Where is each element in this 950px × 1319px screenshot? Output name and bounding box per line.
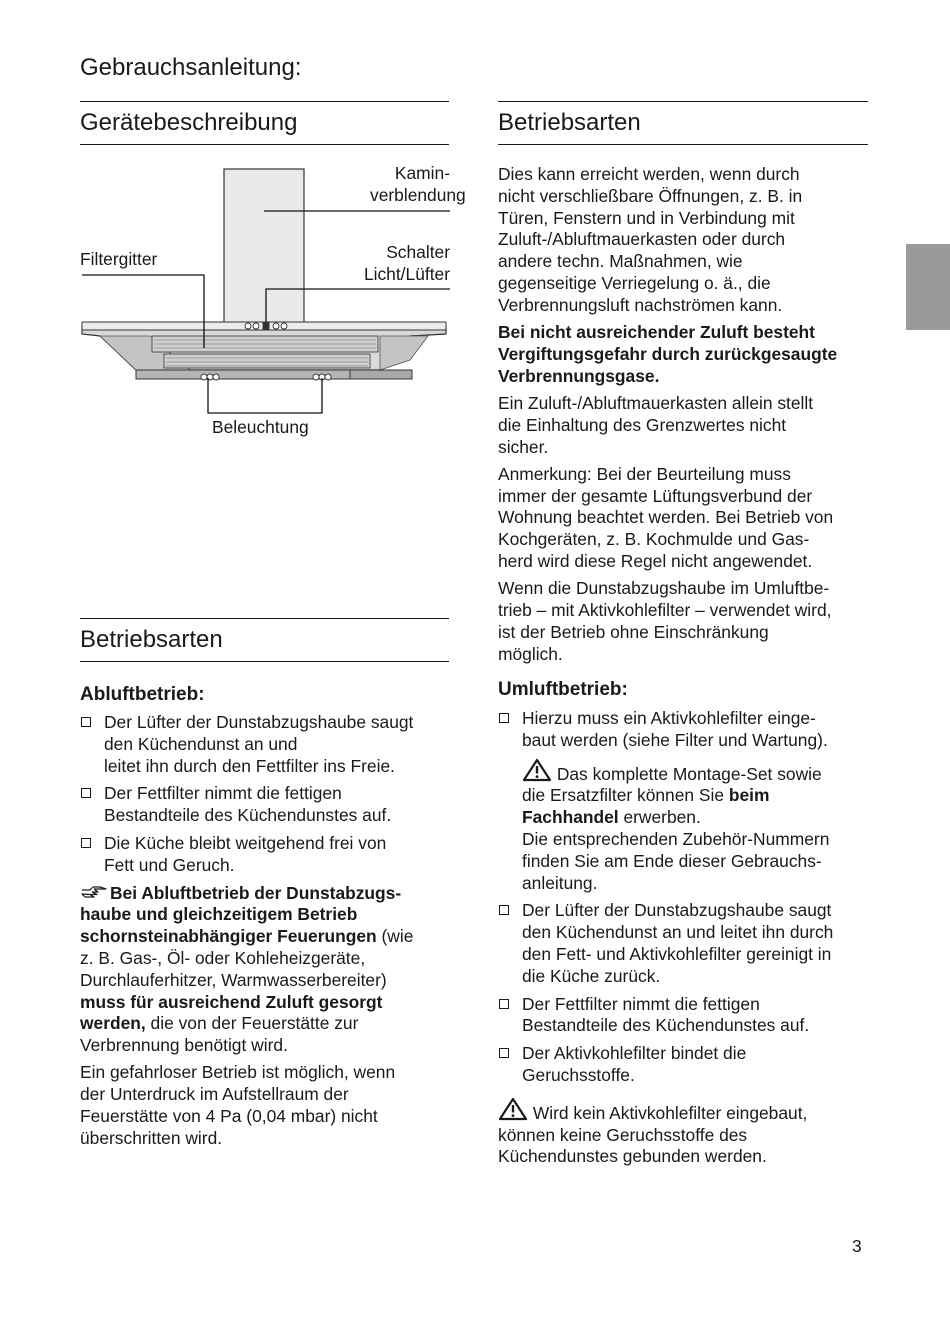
list-item: Der Aktivkohlefilter bindet die Geruchsstoffe.	[498, 1043, 870, 1087]
list-item: Der Fettfilter nimmt die fettigen Bestandteile des Küchendunstes auf.	[80, 783, 452, 827]
page-number: 3	[852, 1236, 862, 1256]
section-heading-geraetebeschreibung: Gerätebeschreibung	[80, 109, 298, 136]
body-paragraph: Dies kann erreicht werden, wenn durch nicht verschließbare Öffnungen, z. B. in Türen, Fenstern und in Verbindung mit Zuluft-/Abluftmauerkasten oder durch andere techn. Maßnahmen, wie gegenseitige Verriegelung o. ä., die Verbrennungsluft nachströmen kann.	[498, 164, 803, 315]
heading-rule-bottom	[498, 144, 868, 145]
body-paragraph: Ein Zuluft-/Abluftmauerkasten allein stellt die Einhaltung des Grenzwertes nicht sicher.	[498, 392, 814, 457]
checkbox-bullet-icon	[81, 788, 91, 798]
label-filtergitter: Filtergitter	[80, 249, 158, 269]
list-item: Hierzu muss ein Aktivkohlefilter einge- baut werden (siehe Filter und Wartung).	[498, 708, 870, 752]
pointing-hand-icon	[80, 885, 108, 899]
list-item: Der Lüfter der Dunstabzugshaube saugt den Küchendunst an und leitet ihn durch den Fett- und Aktivkohlefilter gereinigt in die Küche zurück.	[498, 900, 870, 987]
checkbox-bullet-icon	[499, 713, 509, 723]
list-item: Der Fettfilter nimmt die fettigen Bestandteile des Küchendunstes auf.	[498, 994, 870, 1038]
body-paragraph: Ein gefahrloser Betrieb ist möglich, wenn der Unterdruck im Aufstellraum der Feuerstätte von 4 Pa (0,04 mbar) nicht überschritten wird.	[80, 1062, 396, 1148]
right-text-column-top	[498, 164, 870, 671]
warning-note: Wird kein Aktivkohlefilter eingebaut, können keine Geruchsstoffe des Küchendunstes gebunden werden.	[498, 1097, 870, 1168]
label-kaminverblendung: Kamin- verblendung	[370, 163, 466, 205]
lamp-left	[201, 374, 219, 380]
checkbox-bullet-icon	[81, 717, 91, 727]
document-title: Gebrauchsanleitung:	[80, 54, 302, 81]
body-paragraph: Anmerkung: Bei der Beurteilung muss immer der gesamte Lüftungsverbund der Wohnung beachtet werden. Bei Betrieb von Kochgeräten, z. B. Kochmulde und Gas- herd wird diese Regel nicht angewendet.	[498, 463, 834, 572]
subheading-abluftbetrieb: Abluftbetrieb:	[80, 684, 205, 705]
list-item: Die Küche bleibt weitgehend frei von Fett und Geruch.	[80, 833, 452, 877]
section-tab-marker	[906, 244, 950, 330]
subheading-umluftbetrieb: Umluftbetrieb:	[498, 679, 628, 700]
warning-triangle-icon	[522, 758, 552, 782]
label-schalter: Schalter Licht/Lüfter	[363, 242, 450, 284]
section-heading-betriebsarten: Betriebsarten	[80, 626, 223, 653]
checkbox-bullet-icon	[499, 905, 509, 915]
checkbox-bullet-icon	[499, 1048, 509, 1058]
label-beleuchtung: Beleuchtung	[212, 417, 309, 437]
heading-rule-bottom	[80, 144, 449, 145]
body-paragraph: Wenn die Dunstabzugshaube im Umluftbe- trieb – mit Aktivkohlefilter – verwendet wird, ist der Betrieb ohne Einschränkung möglich.	[498, 578, 832, 664]
heading-rule-top	[80, 618, 449, 619]
checkbox-bullet-icon	[499, 999, 509, 1009]
filter-grille	[152, 336, 378, 368]
chimney-cover	[224, 169, 304, 329]
section-heading-betriebsarten-right: Betriebsarten	[498, 109, 641, 136]
note-paragraph: Bei Abluftbetrieb der Dunstabzugs- haube und gleichzeitigem Betrieb schornsteinabhängiger Feuerungen (wie z. B. Gas-, Öl- oder Kohleheizgeräte, Durchlauferhitzer, Warmwasserbereiter) muss für ausreichend Zuluft gesorgt werden, die von der Feuerstätte zur Verbrennung benötigt wird.	[80, 882, 414, 1056]
left-text-column	[80, 712, 452, 1155]
warning-triangle-icon	[498, 1097, 528, 1121]
heading-rule-bottom	[80, 661, 449, 662]
checkbox-bullet-icon	[81, 838, 91, 848]
warning-note: Das komplette Montage-Set sowie die Ersatzfilter können Sie beim Fachhandel erwerben. Die entsprechenden Zubehör-Nummern finden Sie am Ende dieser Gebrauchs- anleitung.	[498, 758, 870, 895]
heading-rule-top	[80, 101, 449, 102]
heading-rule-top	[498, 101, 868, 102]
right-text-column-bottom	[498, 708, 870, 1168]
warning-paragraph: Bei nicht ausreichender Zuluft besteht Vergiftungsgefahr durch zurückgesaugte Verbrennungsgase.	[498, 322, 838, 386]
list-item: Der Lüfter der Dunstabzugshaube saugt den Küchendunst an und leitet ihn durch den Fettfilter ins Freie.	[80, 712, 452, 777]
